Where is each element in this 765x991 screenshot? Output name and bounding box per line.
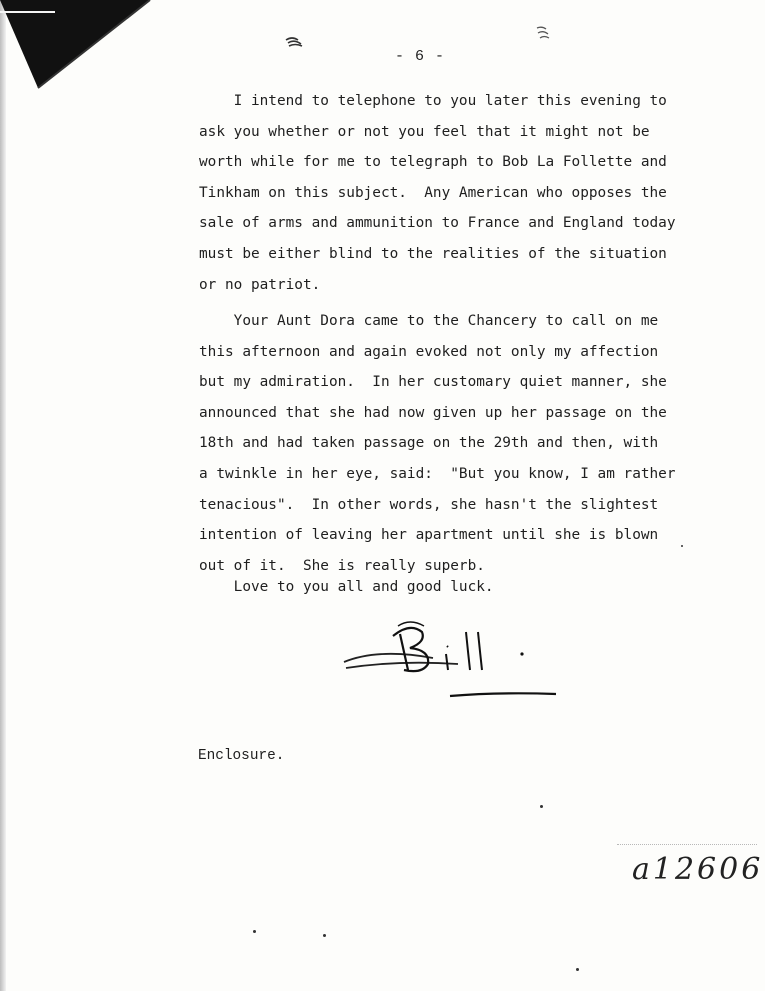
paragraph-line: tenacious". In other words, she hasn't the slightest	[199, 496, 659, 513]
signature	[338, 612, 568, 722]
paragraph-line: ask you whether or not you feel that it might not be	[199, 123, 650, 140]
ink-mark	[534, 24, 552, 47]
file-number: a12606	[632, 852, 764, 887]
folded-corner	[0, 0, 160, 100]
page-number: - 6 -	[395, 48, 446, 65]
speck	[323, 934, 326, 937]
paragraph-line: must be either blind to the realities of the situation	[199, 245, 667, 262]
paragraph-line: but my admiration. In her customary quiet manner, she	[199, 374, 667, 391]
paragraph-line: a twinkle in her eye, said: "But you know, I am rather	[199, 465, 676, 482]
faint-rule	[617, 844, 757, 846]
paragraph-line: announced that she had now given up her passage on the	[199, 404, 667, 421]
paragraph-line: Tinkham on this subject. Any American who opposes the	[199, 184, 667, 201]
speck	[576, 968, 579, 971]
paragraph-line: 18th and had taken passage on the 29th and then, with	[199, 435, 659, 452]
paragraph-line: Your Aunt Dora came to the Chancery to call on me	[199, 313, 659, 329]
enclosure-note: Enclosure.	[198, 748, 285, 764]
speck	[681, 545, 683, 547]
paragraph-line: I intend to telephone to you later this evening to	[199, 93, 667, 109]
speck	[540, 805, 543, 808]
paragraph-line: or no patriot.	[199, 276, 321, 293]
paragraph-line: this afternoon and again evoked not only my affection	[199, 343, 659, 360]
paragraph-line: worth while for me to telegraph to Bob La Follette and	[199, 154, 667, 171]
page-left-edge	[0, 0, 6, 991]
paragraph-line: out of it. She is really superb.	[199, 557, 485, 574]
letter-paragraph	[199, 572, 709, 603]
letter-paragraph	[199, 306, 709, 581]
ink-mark	[284, 34, 304, 53]
paragraph-line: intention of leaving her apartment until she is blown	[199, 527, 659, 544]
paragraph-line: Love to you all and good luck.	[199, 579, 494, 595]
paragraph-line: sale of arms and ammunition to France and England today	[199, 215, 676, 232]
speck	[253, 930, 256, 933]
letter-paragraph	[199, 86, 709, 300]
